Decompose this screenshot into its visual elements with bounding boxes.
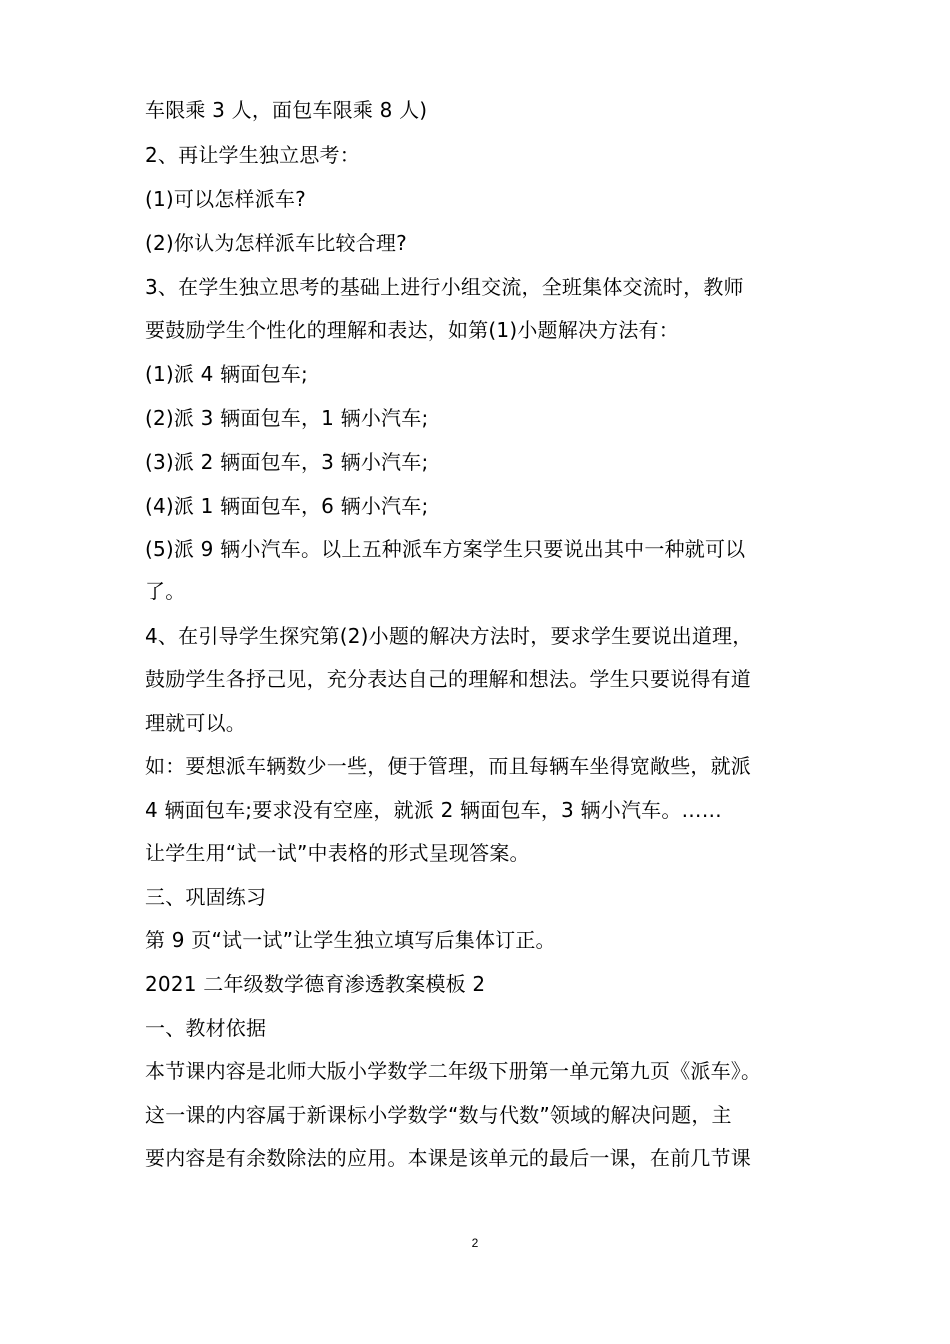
text-line: 要鼓励学生个性化的理解和表达，如第(1)小题解决方法有： — [145, 318, 679, 342]
text-line: 理就可以。 — [145, 711, 246, 735]
text-line: 如：要想派车辆数少一些，便于管理，而且每辆车坐得宽敞些，就派 — [145, 754, 751, 778]
text-line: (1)派 4 辆面包车; — [145, 362, 308, 386]
text-line: 4 辆面包车;要求没有空座，就派 2 辆面包车，3 辆小汽车。…… — [145, 798, 722, 822]
text-line: 鼓励学生各抒己见，充分表达自己的理解和想法。学生只要说得有道 — [145, 667, 751, 691]
text-line: 这一课的内容属于新课标小学数学“数与代数”领域的解决问题，主 — [145, 1103, 732, 1127]
text-line: 了。 — [145, 579, 186, 603]
page-number: 2 — [471, 1236, 479, 1250]
text-line: 车限乘 3 人，面包车限乘 8 人) — [145, 98, 428, 122]
text-line: (4)派 1 辆面包车，6 辆小汽车; — [145, 494, 429, 518]
text-line: (2)派 3 辆面包车，1 辆小汽车; — [145, 406, 429, 430]
text-line: (2)你认为怎样派车比较合理? — [145, 231, 407, 255]
text-line: 让学生用“试一试”中表格的形式呈现答案。 — [145, 841, 530, 865]
text-line: (3)派 2 辆面包车，3 辆小汽车; — [145, 450, 429, 474]
text-line: 3、在学生独立思考的基础上进行小组交流，全班集体交流时，教师 — [145, 275, 744, 299]
section-heading: 三、巩固练习 — [145, 885, 267, 909]
text-line: (1)可以怎样派车? — [145, 187, 306, 211]
text-line: (5)派 9 辆小汽车。以上五种派车方案学生只要说出其中一种就可以 — [145, 537, 746, 561]
text-line: 4、在引导学生探究第(2)小题的解决方法时，要求学生要说出道理， — [145, 624, 753, 648]
text-line: 2、再让学生独立思考： — [145, 143, 360, 167]
text-line: 第 9 页“试一试”让学生独立填写后集体订正。 — [145, 928, 556, 952]
document-title: 2021 二年级数学德育渗透教案模板 2 — [145, 972, 486, 996]
text-line: 本节课内容是北师大版小学数学二年级下册第一单元第九页《派车》。 — [145, 1059, 762, 1083]
text-line: 要内容是有余数除法的应用。本课是该单元的最后一课，在前几节课 — [145, 1146, 751, 1170]
section-heading: 一、教材依据 — [145, 1016, 267, 1040]
